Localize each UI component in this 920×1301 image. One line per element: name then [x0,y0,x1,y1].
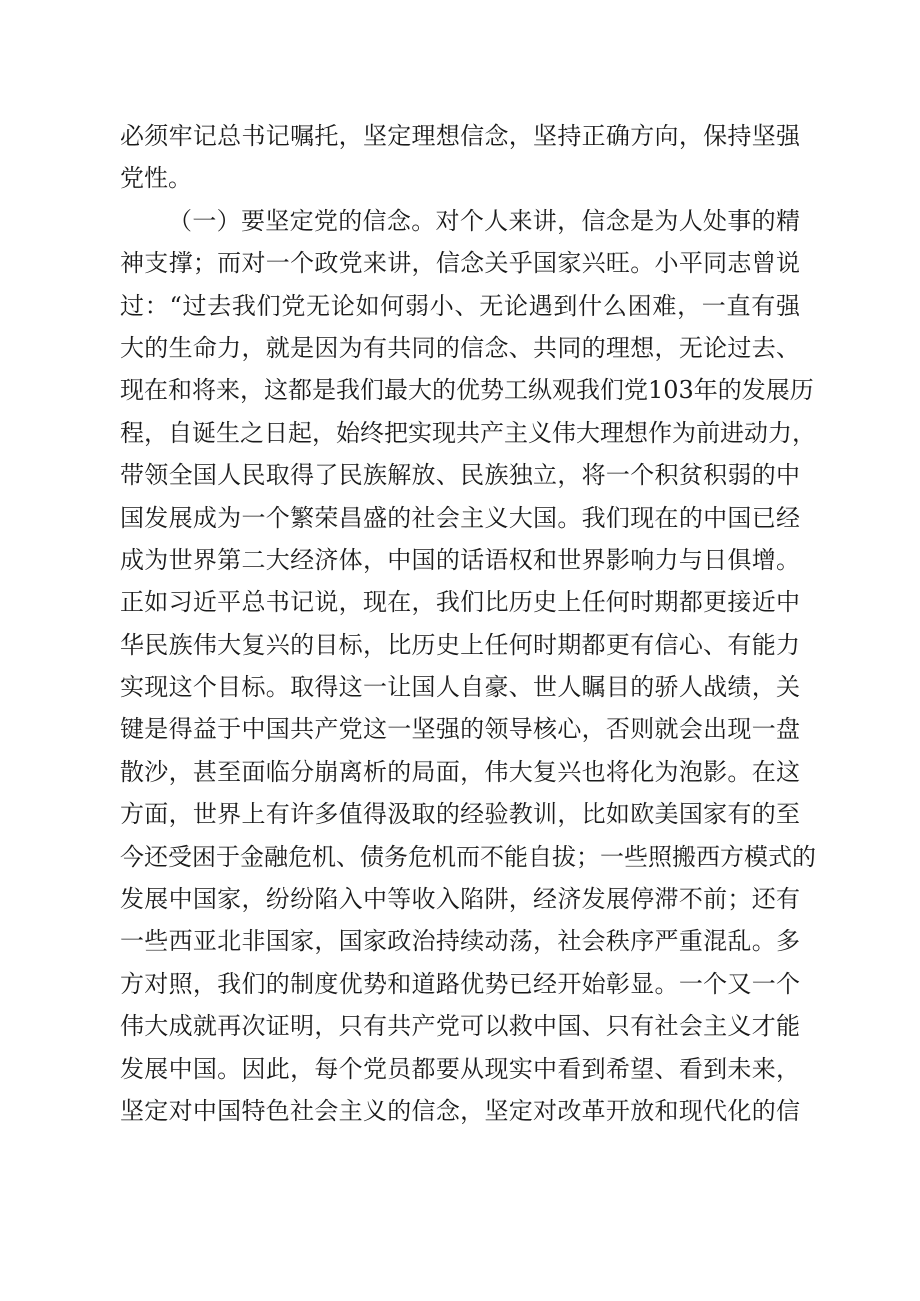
body-text [120,115,816,1132]
paragraph-heading-line: （一）要坚定党的信念。对个人来讲，信念是为人处事的精 [168,206,800,235]
text-line: 散沙，甚至面临分崩离析的局面，伟大复兴也将化为泡影。在这 [120,757,800,786]
text-line: 带领全国人民取得了民族解放、民族独立，将一个积贫积弱的中 [120,461,800,490]
text-line: 坚定对中国特色社会主义的信念，坚定对改革开放和现代化的信 [120,1096,800,1125]
text-line: 正如习近平总书记说，现在，我们比历史上任何时期都更接近中 [120,588,800,617]
text-line: 伟大成就再次证明，只有共产党可以救中国、只有社会主义才能 [120,1012,800,1041]
text-line: 程，自诞生之日起，始终把实现共产主义伟大理想作为前进动力， [120,418,816,447]
text-line: 国发展成为一个繁荣昌盛的社会主义大国。我们现在的中国已经 [120,503,800,532]
text-line: 神支撑；而对一个政党来讲，信念关乎国家兴旺。小平同志曾说 [120,249,800,278]
text-line: 现在和将来，这都是我们最大的优势工纵观我们党103年的发展历 [120,376,814,405]
text-line: 发展中国家，纷纷陷入中等收入陷阱，经济发展停滞不前；还有 [120,885,800,914]
text-line: 发展中国。因此，每个党员都要从现实中看到希望、看到未来， [120,1054,800,1083]
text-line: 党性。 [120,164,192,193]
text-line: 方面，世界上有许多值得汲取的经验教训，比如欧美国家有的至 [120,800,800,829]
text-line: 键是得益于中国共产党这一坚强的领导核心，否则就会出现一盘 [120,715,800,744]
text-line: 大的生命力，就是因为有共同的信念、共同的理想，无论过去、 [120,333,800,362]
text-line: 一些西亚北非国家，国家政治持续动荡，社会秩序严重混乱。多 [120,927,800,956]
text-line: 今还受困于金融危机、债务危机而不能自拔；一些照搬西方模式的 [120,842,816,871]
text-line: 成为世界第二大经济体，中国的话语权和世界影响力与日俱增。 [120,545,800,574]
text-line: 方对照，我们的制度优势和道路优势已经开始彰显。一个又一个 [120,969,800,998]
text-line: 实现这个目标。取得这一让国人自豪、世人瞩目的骄人战绩，关 [120,673,800,702]
text-line: 过：“过去我们党无论如何弱小、无论遇到什么困难，一直有强 [120,291,800,320]
text-line: 华民族伟大复兴的目标，比历史上任何时期都更有信心、有能力 [120,630,800,659]
text-line: 必须牢记总书记嘱托，坚定理想信念，坚持正确方向，保持坚强 [120,122,800,150]
